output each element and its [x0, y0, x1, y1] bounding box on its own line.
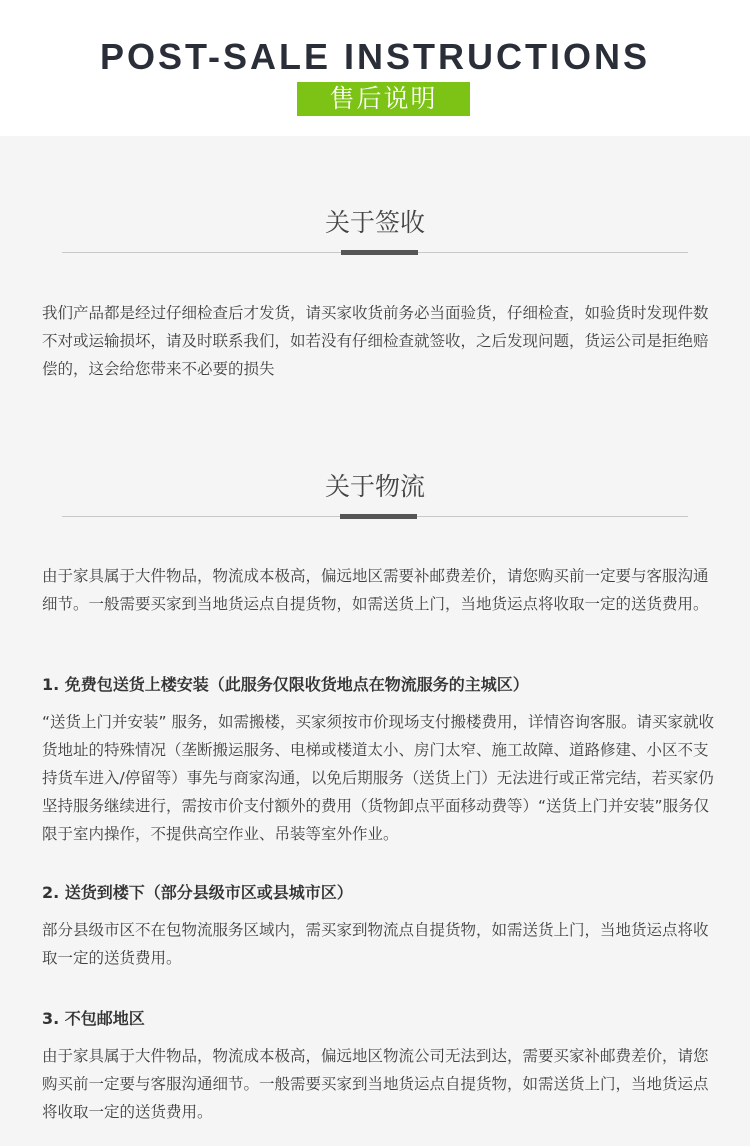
section-title-logistics: 关于物流	[324, 472, 425, 501]
signing-paragraph: 我们产品都是经过仔细检查后才发货，请买家收货前务必当面验货，仔细检查，如验货时发现件数不对或运输损坏，请及时联系我们，如若没有仔细检查就签收，之后发现问题，货运公司是拒绝赔偿的，这会给您带来不必要的损失	[42, 304, 709, 378]
section-title-signing: 关于签收	[324, 208, 425, 237]
logistics-item-body: 由于家具属于大件物品，物流成本极高，偏远地区物流公司无法到达，需要买家补邮费差价，请您购买前一定要与客服沟通细节。一般需要买家到当地货运点自提货物，如需送货上门，当地货运点将收取一定的送货费用。	[42, 1047, 709, 1121]
logistics-intro: 由于家具属于大件物品，物流成本极高，偏远地区需要补邮费差价，请您购买前一定要与客服沟通细节。一般需要买家到当地货运点自提货物，如需送货上门，当地货运点将收取一定的送货费用。	[42, 567, 709, 613]
page-subtitle-badge: 售后说明	[297, 82, 470, 116]
section-divider-accent	[340, 514, 417, 519]
logistics-item-body: “送货上门并安装” 服务，如需搬楼，买家须按市价现场支付搬楼费用，详情咨询客服。请买家就收货地址的特殊情况（垄断搬运服务、电梯或楼道太小、房门太窄、施工故障、道路修建、小区不支持货车进入/停留等）事先与商家沟通，以免后期服务（送货上门）无法进行或正常完结，若买家仍坚持服务继续进行，需按市价支付额外的费用（货物卸点平面移动费等）“送货上门并安装”服务仅限于室内操作，不提供高空作业、吊装等室外作业。	[42, 713, 714, 843]
logistics-item-heading: 3. 不包邮地区	[42, 1009, 145, 1028]
section-divider-accent	[341, 250, 418, 255]
logistics-item-body: 部分县级市区不在包物流服务区域内，需买家到物流点自提货物，如需送货上门，当地货运点将收取一定的送货费用。	[42, 921, 709, 967]
page-title: POST-SALE INSTRUCTIONS	[99, 36, 651, 77]
logistics-item-heading: 1. 免费包送货上楼安装（此服务仅限收货地点在物流服务的主城区）	[42, 675, 529, 694]
logistics-item-heading: 2. 送货到楼下（部分县级市区或县城市区）	[42, 883, 353, 902]
page-header	[0, 0, 750, 136]
